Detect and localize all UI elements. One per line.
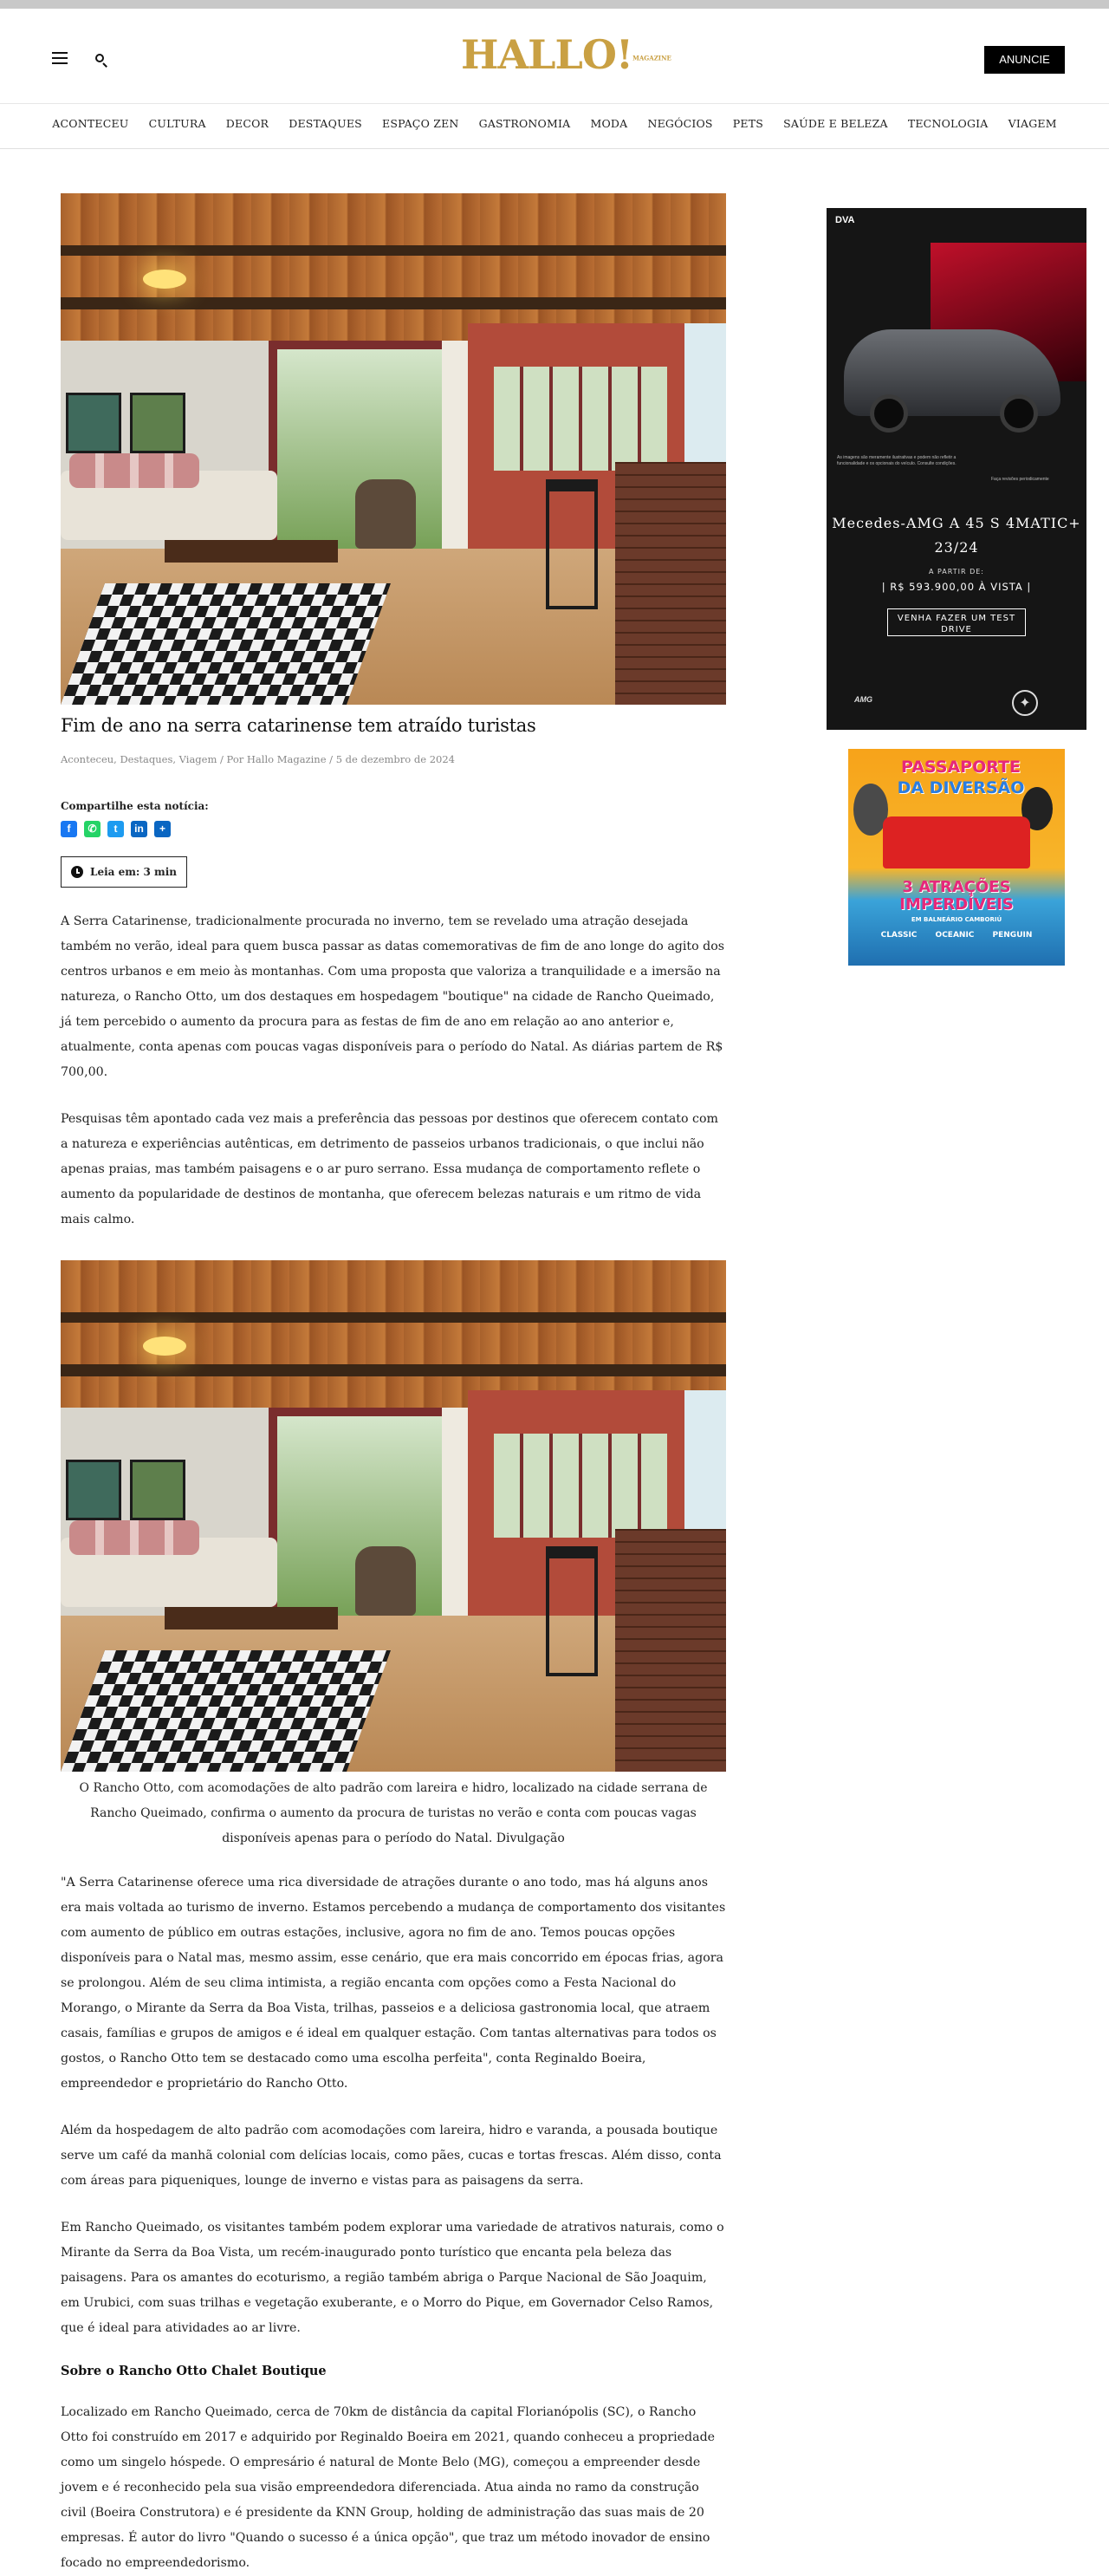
article	[61, 193, 726, 2576]
test-drive-button[interactable]: VENHA FAZER UM TEST DRIVE	[887, 608, 1026, 636]
car-model: Mecedes-AMG A 45 S 4MATIC+ 23/24	[832, 515, 1081, 556]
linkedin-share-icon[interactable]: in	[131, 821, 147, 837]
article-meta[interactable]: Aconteceu, Destaques, Viagem / Por Hallo Magazine / 5 de dezembro de 2024	[61, 753, 455, 765]
featured-image[interactable]	[61, 193, 726, 705]
nav-item-cultura[interactable]: CULTURA	[148, 117, 206, 130]
article-paragraph: Localizado em Rancho Queimado, cerca de 70km de distância da capital Florianópolis (SC), o Rancho Otto foi construído em 2017 e adquirido por Reginaldo Boeira em 2021, quando conheceu a propriedade como um singelo hóspede. O empresário é natural de Monte Belo (MG), começou a empreender desde jovem e é reconhecido pela sua visão empreendedora diferenciada. Atua ainda no ramo da construção civil (Boeira Construtora) e é presidente da KNN Group, holding de administração das suas mais de 20 empresas. É autor do livro "Quando o sucesso é a única opção", que traz um método inovador de ensino focado no empreendedorismo.	[61, 2405, 716, 2570]
nav-item-decor[interactable]: DECOR	[225, 117, 269, 130]
read-time-badge	[61, 856, 187, 888]
park-ad-banner[interactable]	[848, 749, 1065, 966]
sidebar	[827, 208, 1086, 966]
share-label: Compartilhe esta notícia:	[61, 800, 209, 812]
twitter-share-icon[interactable]: t	[107, 821, 124, 837]
more-share-icon[interactable]: +	[154, 821, 171, 837]
article-paragraph: Além da hospedagem de alto padrão com acomodações com lareira, hidro e varanda, a pousada boutique serve um café da manhã colonial com delícias locais, como pães, cucas e tortas frescas. Além disso, conta com áreas para piqueniques, lounge de inverno e vistas para as paisagens da serra.	[61, 2124, 722, 2188]
hamburger-menu-icon[interactable]	[52, 52, 68, 64]
site-logo[interactable]: HALLO!MAGAZINE	[461, 31, 671, 78]
nav-item-gastronomia[interactable]: GASTRONOMIA	[478, 117, 571, 130]
park-ad-location: EM BALNEÁRIO CAMBORIÚ	[911, 916, 1002, 923]
logo-tagline: MAGAZINE	[632, 54, 671, 62]
park-ad-sponsors: CLASSIC OCEANIC PENGUIN	[880, 931, 1033, 940]
nav-item-moda[interactable]: MODA	[590, 117, 628, 130]
bus-image	[883, 816, 1030, 868]
nav-item-pets[interactable]: PETS	[732, 117, 764, 130]
ad-fine-print: As imagens são meramente ilustrativas e podem não refletir a funcionalidade e os opcionais do veículo. Consulte condições.	[837, 455, 957, 466]
diversao-title: DA DIVERSÃO	[897, 778, 1025, 797]
article-paragraph: Pesquisas têm apontado cada vez mais a preferência das pessoas por destinos que oferecem contato com a natureza e experiências autênticas, em detrimento de passeios urbanos tradicionais, o que inclui não apenas praias, mas também paisagens e o ar puro serrano. Essa mudança de comportamento reflete o aumento da popularidade de destinos de montanha, que oferecem belezas naturais e um ritmo de vida mais calmo.	[61, 1112, 718, 1226]
passaporte-title: PASSAPORTE	[901, 758, 1021, 777]
whatsapp-share-icon[interactable]: ✆	[84, 821, 101, 837]
nav-item-tecnologia[interactable]: TECNOLOGIA	[907, 117, 989, 130]
nav-item-aconteceu[interactable]: ACONTECEU	[52, 117, 129, 130]
search-icon[interactable]	[95, 54, 107, 66]
article-subheading: Sobre o Rancho Otto Chalet Boutique	[61, 2364, 327, 2378]
article-paragraph: Em Rancho Queimado, os visitantes também podem explorar uma variedade de atrativos naturais, como o Mirante da Serra da Boa Vista, um recém-inaugurado ponto turístico que encanta pela beleza das paisagens. Para os amantes do ecoturismo, a região também abriga o Parque Nacional de São Joaquim, em Urubici, com suas trilhas e vegetação exuberante, e o Morro do Pique, em Governador Celso Ramos, que é ideal para atividades ao ar livre.	[61, 2221, 724, 2335]
site-header	[0, 9, 1109, 104]
car-price: | R$ 593.900,00 À VISTA |	[881, 581, 1032, 593]
amg-logo: AMG	[854, 695, 872, 704]
nav-item-saude-e-beleza[interactable]: SAÚDE E BELEZA	[783, 117, 888, 130]
share-icons	[61, 821, 726, 837]
article-image[interactable]	[61, 1260, 726, 1772]
article-title: Fim de ano na serra catarinense tem atraído turistas	[61, 715, 536, 736]
facebook-share-icon[interactable]: f	[61, 821, 77, 837]
article-paragraph: "A Serra Catarinense oferece uma rica diversidade de atrações durante o ano todo, mas há alguns anos era mais voltada ao turismo de inverno. Estamos percebendo a mudança de comportamento dos visitantes com aumento de público em outras estações, inclusive, agora no fim de ano. Temos poucas opções disponíveis para o Natal mas, mesmo assim, esse cenário, que era mais concorrido em épocas frias, agora se prolongou. Além de seu clima intimista, a região encanta com opções como a Festa Nacional do Morango, o Mirante da Serra da Boa Vista, trilhas, passeios e a deliciosa gastronomia local, que atraem casais, famílias e grupos de amigos e é ideal em qualquer estação. Com tantas alternativas para todos os gostos, o Rancho Otto tem se destacado como uma escolha perfeita", conta Reginaldo Boeira, empreendedor e proprietário do Rancho Otto.	[61, 1876, 726, 2091]
read-time-label: Leia em: 3 min	[90, 866, 178, 878]
nav-item-viagem[interactable]: VIAGEM	[1008, 117, 1057, 130]
article-paragraph: A Serra Catarinense, tradicionalmente procurada no inverno, tem se revelado uma atração desejada também no verão, ideal para quem busca passar as datas comemorativas de fim de ano longe do agito dos centros urbanos e em meio às montanhas. Com uma proposta que valoriza a tranquilidade e a imersão na natureza, o Rancho Otto, um dos destaques em hospedagem "boutique" na cidade de Rancho Queimado, já tem percebido o aumento da procura para as festas de fim de ano em relação ao ano anterior e, atualmente, conta apenas com poucas vagas disponíveis para o período do Natal. As diárias partem de R$ 700,00.	[61, 914, 725, 1079]
nav-item-espaco-zen[interactable]: ESPAÇO ZEN	[382, 117, 459, 130]
park-ad-headline: 3 ATRAÇÕES IMPERDÍVEIS	[899, 878, 1014, 914]
nav-item-negocios[interactable]: NEGÓCIOS	[647, 117, 713, 130]
top-strip	[0, 0, 1109, 9]
anuncie-button[interactable]: ANUNCIE	[984, 46, 1065, 74]
price-from-label: A PARTIR DE:	[928, 568, 985, 576]
nav-item-destaques[interactable]: DESTAQUES	[289, 117, 362, 130]
clock-icon	[71, 866, 83, 878]
main-nav	[0, 104, 1109, 149]
ad-fine-print-2: Faça revisões periodicamente	[991, 477, 1049, 482]
mercedes-star-icon: ✦	[1012, 690, 1038, 716]
image-caption: O Rancho Otto, com acomodações de alto padrão com lareira e hidro, localizado na cidade serrana de Rancho Queimado, confirma o aumento da procura de turistas no verão e conta com poucas vagas disponíveis apenas para o período do Natal. Divulgação	[79, 1781, 708, 1845]
car-ad-banner[interactable]	[827, 208, 1086, 730]
dva-logo: DVA	[835, 215, 855, 225]
